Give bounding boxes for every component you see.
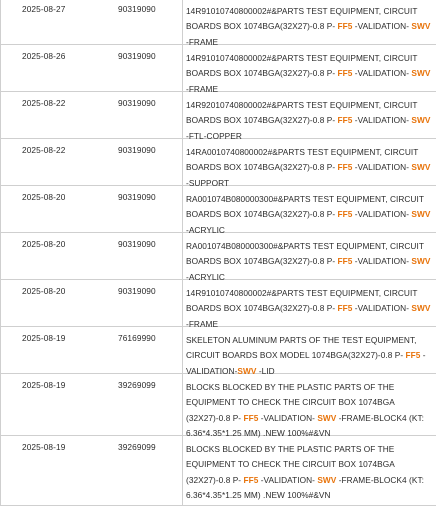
description-cell: RA001074B080000300#&PARTS TEST EQUIPMENT, CIRCUIT BOARDS BOX 1074BGA(32X27)-0.8 P- FF5 -VALIDATION- SWV -ACRYLIC xyxy=(186,241,431,282)
hs-code-cell: 90319090 xyxy=(118,51,156,61)
description-cell: 14RA0010740800002#&PARTS TEST EQUIPMENT, CIRCUIT BOARDS BOX 1074BGA(32X27)-0.8 P- FF5 -VALIDATION- SWV -SUPPORT xyxy=(186,147,431,188)
table-row xyxy=(0,186,436,233)
hs-code-cell: 90319090 xyxy=(118,239,156,249)
hs-code-cell: 39269099 xyxy=(118,380,156,390)
date-cell: 2025-08-20 xyxy=(22,239,66,249)
description-cell: 14R91010740800002#&PARTS TEST EQUIPMENT, CIRCUIT BOARDS BOX 1074BGA(32X27)-0.8 P- FF5 -VALIDATION- SWV -FRAME xyxy=(186,6,431,47)
hs-code-cell: 76169990 xyxy=(118,333,156,343)
hs-code-cell: 90319090 xyxy=(118,192,156,202)
date-cell: 2025-08-19 xyxy=(22,442,66,452)
date-cell: 2025-08-22 xyxy=(22,145,66,155)
hs-code-cell: 90319090 xyxy=(118,145,156,155)
hs-code-cell: 90319090 xyxy=(118,4,156,14)
table-row xyxy=(0,233,436,280)
table-row xyxy=(0,92,436,139)
date-cell: 2025-08-20 xyxy=(22,286,66,296)
description-cell: SKELETON ALUMINUM PARTS OF THE TEST EQUIPMENT, CIRCUIT BOARDS BOX MODEL 1074BGA(32X27)-0.8 P- FF5 -VALIDATION-SWV -LID xyxy=(186,335,426,376)
date-cell: 2025-08-27 xyxy=(22,4,66,14)
table-row xyxy=(0,327,436,374)
description-cell: 14R91010740800002#&PARTS TEST EQUIPMENT, CIRCUIT BOARDS BOX 1074BGA(32X27)-0.8 P- FF5 -VALIDATION- SWV -FRAME xyxy=(186,288,431,329)
table-row xyxy=(0,0,436,45)
date-cell: 2025-08-26 xyxy=(22,51,66,61)
table-row xyxy=(0,374,436,439)
table-row xyxy=(0,436,436,506)
description-cell: 14R91010740800002#&PARTS TEST EQUIPMENT, CIRCUIT BOARDS BOX 1074BGA(32X27)-0.8 P- FF5 -VALIDATION- SWV -FRAME xyxy=(186,53,431,94)
date-cell: 2025-08-20 xyxy=(22,192,66,202)
description-cell: RA001074B080000300#&PARTS TEST EQUIPMENT, CIRCUIT BOARDS BOX 1074BGA(32X27)-0.8 P- FF5 -VALIDATION- SWV -ACRYLIC xyxy=(186,194,431,235)
description-cell: BLOCKS BLOCKED BY THE PLASTIC PARTS OF THE EQUIPMENT TO CHECK THE CIRCUIT BOX 1074BGA (32X27)-0.8 P- FF5 -VALIDATION- SWV -FRAME-BLOCK4 (KT: 6.36*4.35*1.25 MM) .NEW 100%#&VN xyxy=(186,382,425,439)
hs-code-cell: 90319090 xyxy=(118,98,156,108)
table-row xyxy=(0,280,436,327)
description-cell: 14R92010740800002#&PARTS TEST EQUIPMENT, CIRCUIT BOARDS BOX 1074BGA(32X27)-0.8 P- FF5 -VALIDATION- SWV -FTL-COPPER xyxy=(186,100,431,141)
table-row xyxy=(0,139,436,186)
hs-code-cell: 39269099 xyxy=(118,442,156,452)
date-cell: 2025-08-19 xyxy=(22,333,66,343)
description-cell: BLOCKS BLOCKED BY THE PLASTIC PARTS OF THE EQUIPMENT TO CHECK THE CIRCUIT BOX 1074BGA (32X27)-0.8 P- FF5 -VALIDATION- SWV -FRAME-BLOCK4 (KT: 6.36*4.35*1.25 MM) .NEW 100%#&VN xyxy=(186,444,425,501)
date-cell: 2025-08-22 xyxy=(22,98,66,108)
table-row xyxy=(0,45,436,92)
date-cell: 2025-08-19 xyxy=(22,380,66,390)
hs-code-cell: 90319090 xyxy=(118,286,156,296)
